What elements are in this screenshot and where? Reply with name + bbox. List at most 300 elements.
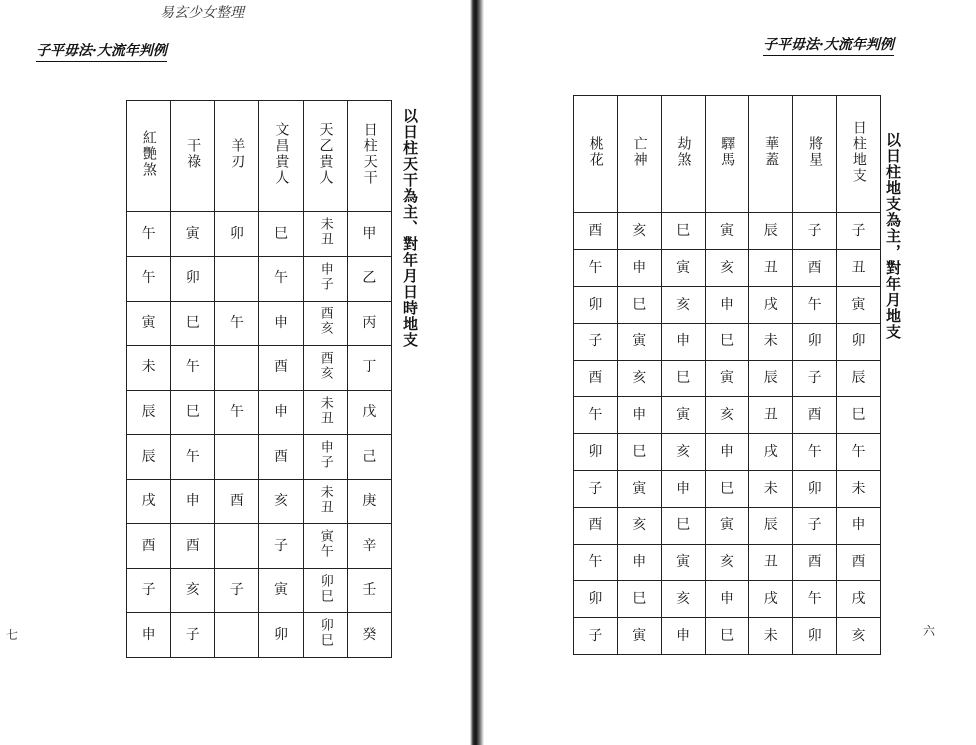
cell-value: 丑: [763, 406, 778, 423]
cell-value: 未: [141, 359, 156, 376]
cell-value: 申: [632, 259, 647, 276]
table-cell: [171, 479, 215, 524]
table-cell: [837, 250, 881, 287]
cell-value: 亥: [719, 554, 734, 571]
cell-value: 亥: [719, 406, 734, 423]
cell-value: 寅: [719, 222, 734, 239]
cell-value: 申: [719, 443, 734, 460]
cell-value: 子: [807, 370, 822, 387]
cell-value: 午: [588, 406, 603, 423]
table-cell: [617, 470, 661, 507]
cell-value: 酉: [274, 359, 289, 376]
table-cell: [171, 212, 215, 257]
table-cell: [749, 470, 793, 507]
cell-value: 酉: [588, 222, 603, 239]
table-cell: [749, 544, 793, 581]
cell-value: 卯: [229, 225, 244, 242]
cell-value: 巳: [185, 404, 200, 421]
table-cell: [793, 581, 837, 618]
table-cell: [617, 397, 661, 434]
table-cell: [127, 390, 171, 435]
table-cell: [127, 212, 171, 257]
table-cell: [127, 479, 171, 524]
table-row: [574, 544, 881, 581]
table-cell: [215, 524, 259, 569]
cell-value: 亥: [676, 296, 691, 313]
cell-value: 午: [229, 314, 244, 331]
table-cell: [749, 618, 793, 655]
table-cell: [617, 286, 661, 323]
table-row: [574, 213, 881, 250]
cell-value: 丑: [851, 259, 866, 276]
table-cell: [259, 346, 303, 391]
table-cell: [303, 524, 347, 569]
cell-value: 申: [719, 590, 734, 607]
table-cell: [661, 360, 705, 397]
cell-value: 卯: [588, 296, 603, 313]
table-cell: [127, 256, 171, 301]
cell-value: 子: [807, 517, 822, 534]
table-cell: [837, 323, 881, 360]
table-cell: [617, 434, 661, 471]
cell-value: 午: [807, 296, 822, 313]
table-row: [127, 435, 392, 480]
table-cell: [837, 213, 881, 250]
table-cell: [749, 507, 793, 544]
cell-value: 申: [632, 554, 647, 571]
table-cell: [661, 250, 705, 287]
table-cell: [347, 390, 391, 435]
cell-value: 巳: [185, 314, 200, 331]
table-header-row: [127, 101, 392, 212]
table-row: [574, 470, 881, 507]
cell-value: 酉: [274, 448, 289, 465]
table-cell: [793, 213, 837, 250]
table-cell: [705, 618, 749, 655]
cell-value: 辰: [141, 448, 156, 465]
table-cell: [127, 568, 171, 613]
cell-value: 癸: [362, 626, 377, 643]
cell-value: 巳: [632, 590, 647, 607]
table-cell: [259, 568, 303, 613]
cell-value: 卯: [807, 627, 822, 644]
table-cell: [749, 286, 793, 323]
table-cell: [837, 286, 881, 323]
table-cell: [617, 507, 661, 544]
cell-value: 戊: [362, 404, 377, 421]
table-row: [574, 397, 881, 434]
cell-value: 卯: [185, 270, 200, 287]
cell-value: 申: [676, 333, 691, 350]
cell-value: 子: [807, 222, 822, 239]
table-cell: [661, 213, 705, 250]
cell-value: 未: [763, 480, 778, 497]
cell-value: 亥: [632, 370, 647, 387]
table-cell: [705, 323, 749, 360]
table-cell: [574, 544, 618, 581]
left-caption: 以日柱天干為主、對年月日時地支: [401, 108, 419, 348]
table-cell: [661, 397, 705, 434]
column-header: [259, 101, 303, 212]
cell-value: 寅: [676, 406, 691, 423]
cell-value: 亥: [719, 259, 734, 276]
table-cell: [705, 397, 749, 434]
cell-value: 寅: [851, 296, 866, 313]
cell-value: 亥: [632, 517, 647, 534]
cell-value: 壬: [362, 582, 377, 599]
cell-value: 午: [141, 225, 156, 242]
column-header: [127, 101, 171, 212]
cell-value: 亥: [185, 582, 200, 599]
column-header: [171, 101, 215, 212]
cell-value: 辰: [763, 370, 778, 387]
right-caption: 以日柱地支為主，對年月地支: [884, 132, 902, 340]
cell-value: 申: [719, 296, 734, 313]
table-cell: [574, 470, 618, 507]
table-cell: [215, 212, 259, 257]
table-cell: [347, 435, 391, 480]
table-cell: [837, 470, 881, 507]
table-cell: [215, 301, 259, 346]
table-cell: [837, 618, 881, 655]
table-cell: [837, 434, 881, 471]
table-cell: [793, 397, 837, 434]
cell-value: 酉: [807, 406, 822, 423]
cell-value: 戌: [851, 590, 866, 607]
cell-value: 子: [588, 627, 603, 644]
table-cell: [347, 256, 391, 301]
table-cell: [749, 581, 793, 618]
table-cell: [749, 360, 793, 397]
table-cell: [661, 544, 705, 581]
table-cell: [749, 213, 793, 250]
cell-value: 酉: [229, 493, 244, 510]
cell-value: 辰: [763, 222, 778, 239]
cell-value: 申: [676, 480, 691, 497]
table-cell: [574, 286, 618, 323]
cell-value: 亥: [632, 222, 647, 239]
cell-value: 辰: [851, 370, 866, 387]
cell-value: 丑: [763, 554, 778, 571]
left-page: [0, 0, 468, 745]
table-cell: [574, 250, 618, 287]
cell-value: 亥: [274, 493, 289, 510]
table-cell: [347, 212, 391, 257]
cell-value: 庚: [362, 493, 377, 510]
table-cell: [793, 323, 837, 360]
column-header: [617, 96, 661, 213]
table-cell: [705, 581, 749, 618]
cell-value: 亥: [676, 443, 691, 460]
cell-value: 丑: [763, 259, 778, 276]
table-cell: [259, 435, 303, 480]
cell-value: 申: [141, 626, 156, 643]
table-cell: [259, 256, 303, 301]
table-row: [574, 434, 881, 471]
table-row: [127, 390, 392, 435]
table-cell: [171, 301, 215, 346]
table-cell: [837, 544, 881, 581]
table-cell: [347, 479, 391, 524]
cell-value: 申子: [317, 440, 333, 471]
table-cell: [303, 568, 347, 613]
table-cell: [215, 256, 259, 301]
table-cell: [705, 360, 749, 397]
table-row: [127, 613, 392, 658]
cell-value: 子: [185, 626, 200, 643]
column-header: [837, 96, 881, 213]
table-cell: [347, 524, 391, 569]
compiler-credit: 易玄少女整理: [160, 5, 244, 21]
table-cell: [705, 470, 749, 507]
table-cell: [793, 360, 837, 397]
table-row: [127, 524, 392, 569]
table-cell: [259, 524, 303, 569]
cell-value: 酉: [588, 517, 603, 534]
table-cell: [303, 256, 347, 301]
cell-value: 辰: [763, 517, 778, 534]
cell-value: 子: [851, 222, 866, 239]
book-title-left: 子平毋法·大流年判例: [36, 40, 167, 62]
cell-value: 酉: [807, 554, 822, 571]
cell-value: 申: [851, 517, 866, 534]
table-cell: [793, 286, 837, 323]
column-header-label: 亡神: [631, 136, 648, 169]
cell-value: 寅: [719, 517, 734, 534]
cell-value: 己: [362, 448, 377, 465]
table-cell: [661, 323, 705, 360]
table-cell: [837, 507, 881, 544]
column-header-label: 日柱地支: [850, 120, 867, 185]
column-header-label: 羊刃: [229, 138, 246, 171]
table-cell: [171, 256, 215, 301]
page-number-left: 七: [6, 628, 19, 642]
book-spine: [470, 0, 484, 745]
column-header-label: 將星: [806, 136, 823, 169]
table-cell: [749, 397, 793, 434]
cell-value: 巳: [274, 225, 289, 242]
cell-value: 寅: [632, 627, 647, 644]
column-header-label: 紅艷煞: [140, 130, 157, 179]
cell-value: 卯巳: [317, 573, 333, 604]
table-cell: [574, 360, 618, 397]
table-cell: [171, 524, 215, 569]
cell-value: 卯: [274, 626, 289, 643]
cell-value: 巳: [676, 222, 691, 239]
cell-value: 寅: [719, 370, 734, 387]
table-cell: [347, 346, 391, 391]
table-row: [574, 250, 881, 287]
table-cell: [259, 613, 303, 658]
table-cell: [303, 212, 347, 257]
cell-value: 午: [851, 443, 866, 460]
table-cell: [837, 397, 881, 434]
column-header: [347, 101, 391, 212]
cell-value: 子: [229, 582, 244, 599]
cell-value: 丙: [362, 314, 377, 331]
cell-value: 甲: [362, 225, 377, 242]
cell-value: 戌: [763, 296, 778, 313]
cell-value: 卯: [851, 333, 866, 350]
cell-value: 丁: [362, 359, 377, 376]
table-cell: [215, 479, 259, 524]
table-cell: [617, 360, 661, 397]
cell-value: 申: [274, 314, 289, 331]
table-cell: [793, 507, 837, 544]
column-header-label: 劫煞: [675, 136, 692, 169]
column-header: [303, 101, 347, 212]
cell-value: 寅: [632, 333, 647, 350]
cell-value: 午: [185, 448, 200, 465]
table-row: [127, 568, 392, 613]
cell-value: 寅: [274, 582, 289, 599]
cell-value: 午: [229, 404, 244, 421]
table-cell: [661, 581, 705, 618]
cell-value: 酉: [807, 259, 822, 276]
cell-value: 卯: [807, 480, 822, 497]
page-number-right: 六: [923, 624, 936, 638]
cell-value: 未丑: [317, 217, 333, 248]
table-cell: [837, 360, 881, 397]
table-row: [574, 323, 881, 360]
table-cell: [347, 301, 391, 346]
cell-value: 巳: [632, 296, 647, 313]
table-cell: [705, 544, 749, 581]
cell-value: 卯: [588, 590, 603, 607]
cell-value: 酉: [851, 554, 866, 571]
column-header-label: 驛馬: [719, 136, 736, 169]
table-cell: [215, 390, 259, 435]
table-row: [574, 360, 881, 397]
table-cell: [749, 250, 793, 287]
right-page: [485, 0, 976, 745]
cell-value: 卯: [807, 333, 822, 350]
cell-value: 午: [807, 590, 822, 607]
cell-value: 午: [185, 359, 200, 376]
cell-value: 乙: [362, 270, 377, 287]
cell-value: 巳: [719, 627, 734, 644]
table-cell: [705, 507, 749, 544]
table-cell: [574, 397, 618, 434]
cell-value: 未: [851, 480, 866, 497]
table-cell: [749, 323, 793, 360]
cell-value: 子: [141, 582, 156, 599]
table-cell: [793, 250, 837, 287]
table-cell: [259, 479, 303, 524]
table-cell: [574, 323, 618, 360]
heavenly-stem-table: [126, 100, 392, 658]
cell-value: 巳: [632, 443, 647, 460]
table-row: [127, 301, 392, 346]
cell-value: 寅: [676, 259, 691, 276]
cell-value: 申: [632, 406, 647, 423]
table-cell: [171, 613, 215, 658]
cell-value: 申: [676, 627, 691, 644]
table-cell: [303, 435, 347, 480]
cell-value: 未丑: [317, 484, 333, 515]
table-cell: [749, 434, 793, 471]
column-header: [574, 96, 618, 213]
cell-value: 巳: [676, 517, 691, 534]
column-header-label: 天乙貴人: [317, 122, 334, 187]
column-header-label: 干祿: [185, 138, 202, 171]
column-header-label: 日柱天干: [361, 122, 378, 187]
table-cell: [171, 568, 215, 613]
table-header-row: [574, 96, 881, 213]
table-row: [127, 346, 392, 391]
table-cell: [127, 346, 171, 391]
table-cell: [303, 301, 347, 346]
table-cell: [347, 568, 391, 613]
table-cell: [215, 346, 259, 391]
table-cell: [574, 434, 618, 471]
table-cell: [617, 250, 661, 287]
cell-value: 巳: [719, 480, 734, 497]
cell-value: 未丑: [317, 395, 333, 426]
table-cell: [705, 250, 749, 287]
cell-value: 寅午: [317, 529, 333, 560]
cell-value: 酉: [588, 370, 603, 387]
column-header: [705, 96, 749, 213]
column-header: [793, 96, 837, 213]
cell-value: 戌: [763, 443, 778, 460]
column-header-label: 文昌貴人: [273, 122, 290, 187]
cell-value: 申: [185, 493, 200, 510]
earthly-branch-table: [573, 95, 881, 655]
table-row: [574, 581, 881, 618]
cell-value: 辰: [141, 404, 156, 421]
table-cell: [574, 618, 618, 655]
cell-value: 巳: [851, 406, 866, 423]
column-header: [749, 96, 793, 213]
cell-value: 酉亥: [317, 306, 333, 337]
cell-value: 午: [274, 270, 289, 287]
table-cell: [303, 390, 347, 435]
table-cell: [347, 613, 391, 658]
cell-value: 戌: [763, 590, 778, 607]
table-cell: [617, 544, 661, 581]
table-cell: [837, 581, 881, 618]
column-header-label: 桃花: [587, 136, 604, 169]
table-cell: [793, 544, 837, 581]
cell-value: 子: [588, 480, 603, 497]
table-cell: [127, 301, 171, 346]
table-cell: [705, 286, 749, 323]
table-cell: [574, 507, 618, 544]
book-title-right: 子平毋法·大流年判例: [763, 34, 894, 56]
cell-value: 寅: [676, 554, 691, 571]
table-cell: [617, 618, 661, 655]
table-cell: [793, 618, 837, 655]
cell-value: 酉亥: [317, 350, 333, 381]
cell-value: 子: [274, 537, 289, 554]
table-cell: [303, 346, 347, 391]
table-row: [574, 507, 881, 544]
table-cell: [127, 524, 171, 569]
cell-value: 午: [588, 554, 603, 571]
table-cell: [127, 613, 171, 658]
table-cell: [215, 613, 259, 658]
table-cell: [661, 434, 705, 471]
table-cell: [661, 286, 705, 323]
table-row: [127, 256, 392, 301]
cell-value: 寅: [632, 480, 647, 497]
table-row: [574, 618, 881, 655]
table-cell: [793, 434, 837, 471]
table-cell: [661, 507, 705, 544]
cell-value: 申: [274, 404, 289, 421]
table-row: [574, 286, 881, 323]
